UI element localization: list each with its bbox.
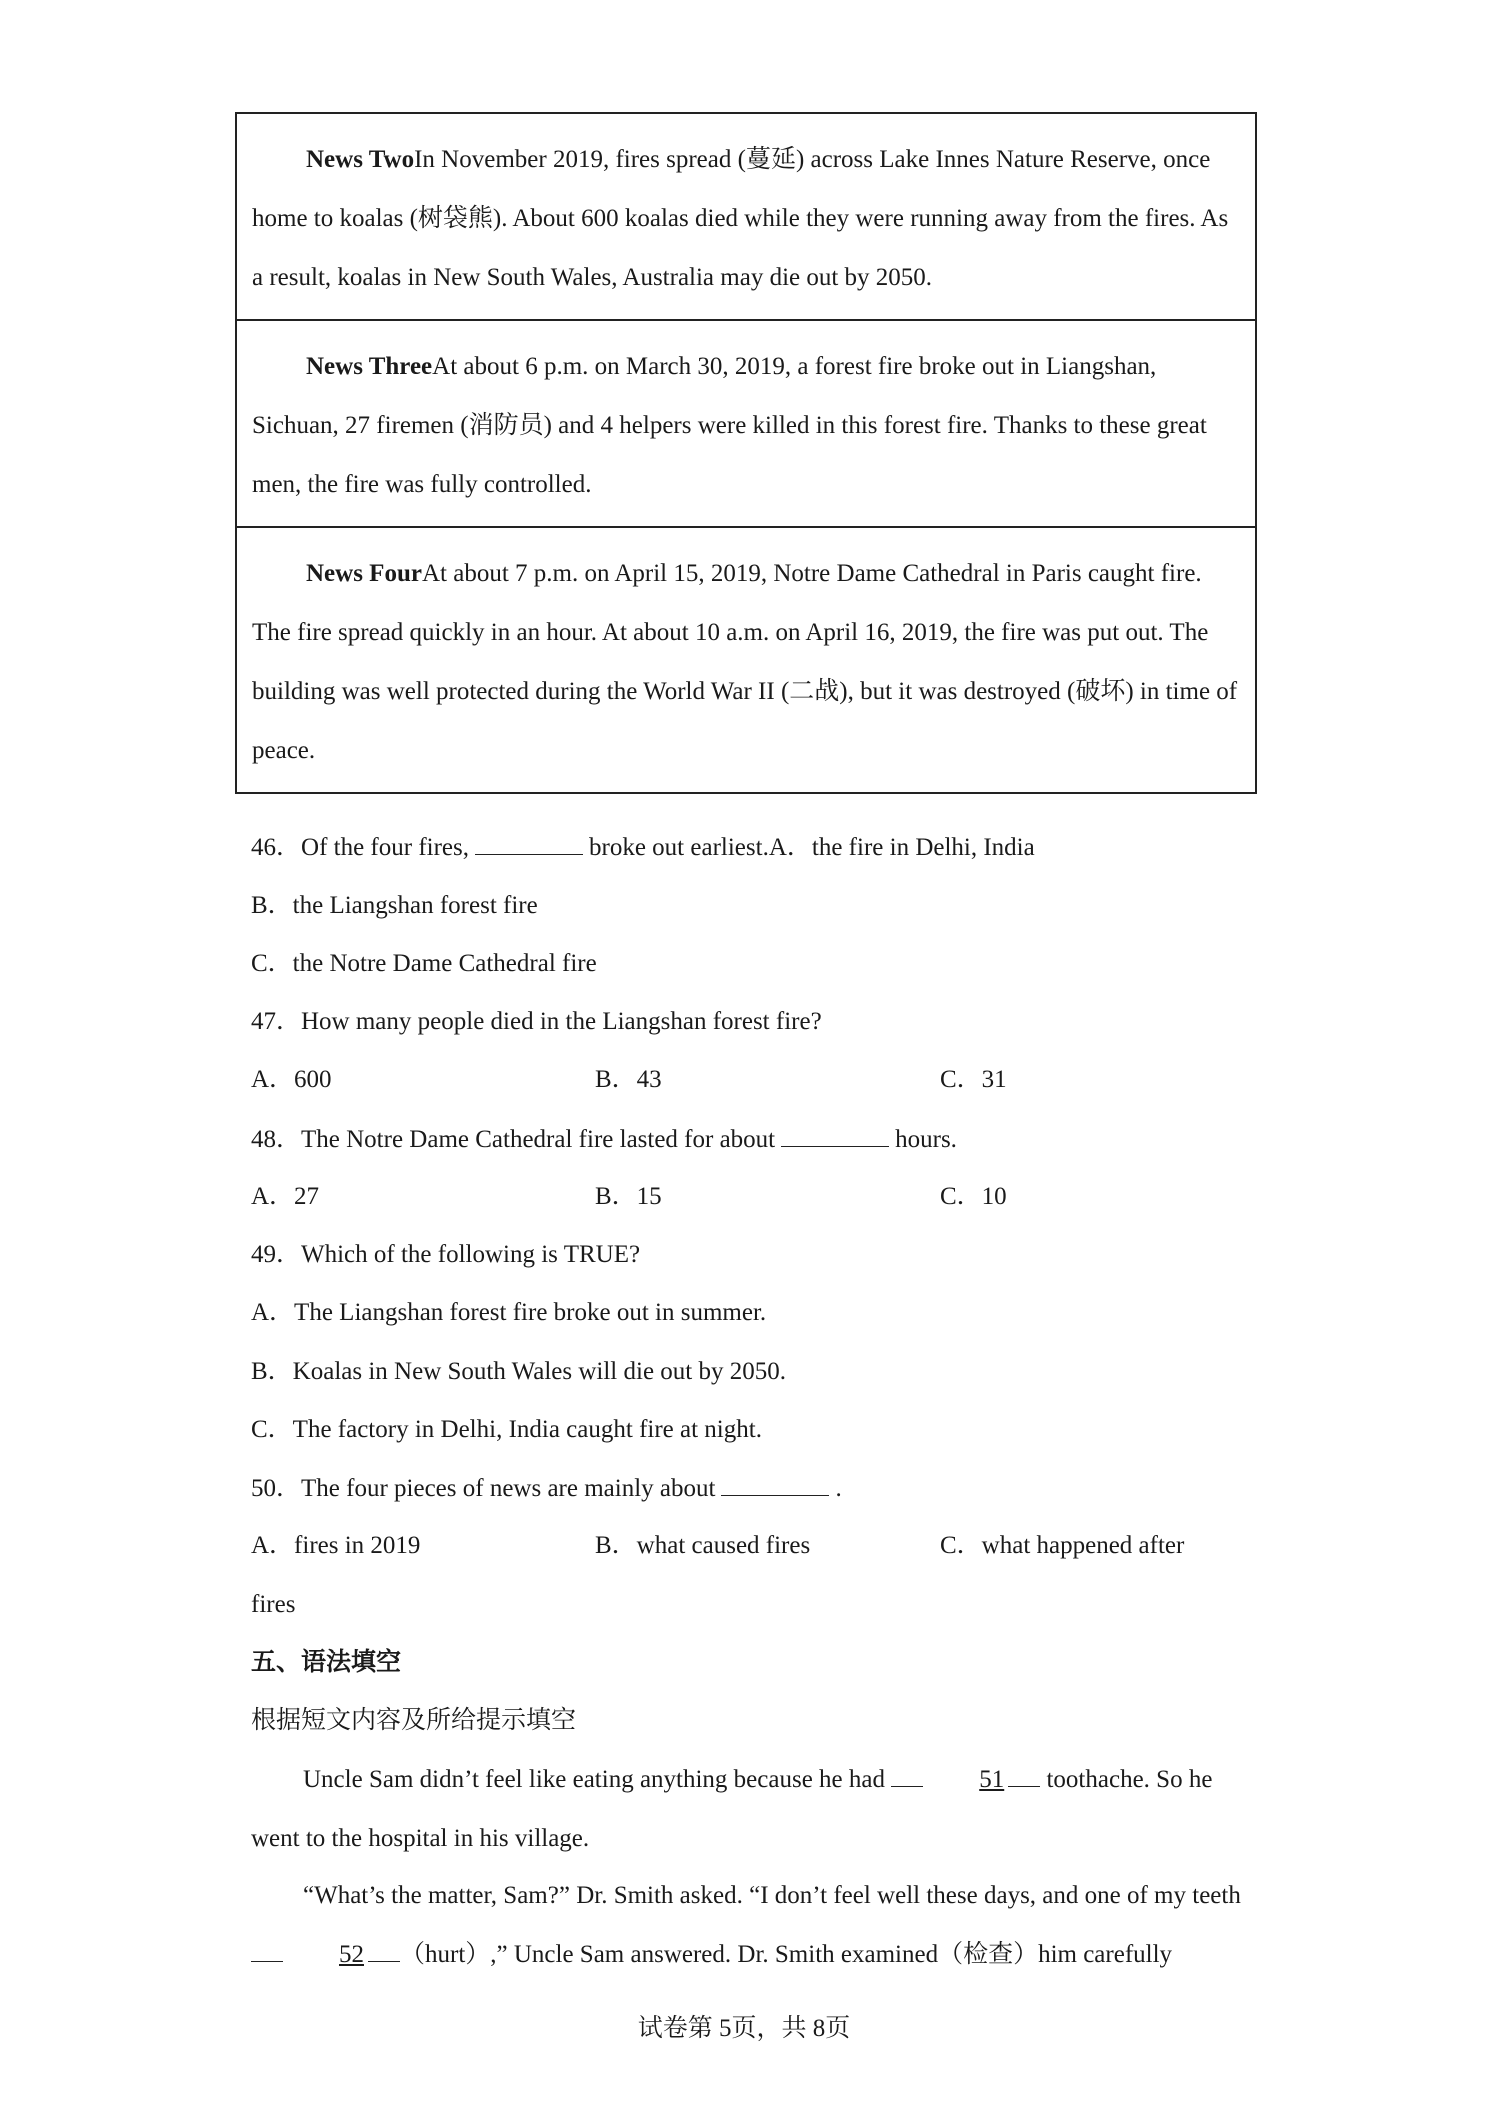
option-c: C．The factory in Delhi, India caught fire at night. xyxy=(251,1416,762,1443)
news-title: News Two xyxy=(306,146,415,173)
passage-paragraph-2 xyxy=(251,1866,1241,1984)
option-c: C．10 xyxy=(940,1183,1007,1210)
passage-text: Uncle Sam didn’t feel like eating anything because he had xyxy=(303,1766,885,1793)
news-body: At about 7 p.m. on April 15, 2019, Notre Dame Cathedral in Paris caught fire. The fire spread quickly in an hour. At about 10 a.m. on April 16, 2019, the fire was put out. The building was well protected during the World War II (二战), but it was destroyed (破坏) in time of peace. xyxy=(252,560,1238,764)
question-text: hours. xyxy=(895,1126,957,1153)
gap-51: 51 xyxy=(979,1766,1005,1793)
option-b: B．what caused fires xyxy=(595,1532,811,1559)
option-a: A．the fire in Delhi, India xyxy=(768,834,1035,861)
news-cell-four xyxy=(237,528,1255,792)
question-48 xyxy=(251,1124,957,1155)
question-text: broke out earliest. xyxy=(589,834,769,861)
question-49: 49．Which of the following is TRUE? xyxy=(251,1241,641,1268)
option-b: B．15 xyxy=(595,1183,662,1210)
news-cell-three xyxy=(237,321,1255,528)
news-title: News Three xyxy=(306,353,433,380)
section-title: 五、语法填空 xyxy=(251,1649,402,1676)
question-50 xyxy=(251,1473,842,1504)
news-body: At about 6 p.m. on March 30, 2019, a forest fire broke out in Liangshan, Sichuan, 27 firemen (消防员) and 4 helpers were killed in this forest fire. Thanks to these great men, the fire was fully controlled. xyxy=(252,353,1207,498)
news-cell-two xyxy=(237,114,1255,321)
question-number: 46． xyxy=(251,834,302,861)
passage-text: “What’s the matter, Sam?” Dr. Smith asked. “I don’t feel well these days, and one of my teeth xyxy=(303,1882,1241,1909)
passage-paragraph-1 xyxy=(251,1750,1241,1868)
option-b: B．43 xyxy=(595,1066,662,1093)
option-c: C．what happened after xyxy=(940,1532,1185,1559)
news-body: In November 2019, fires spread (蔓延) across Lake Innes Nature Reserve, once home to koalas (树袋熊). About 600 koalas died while they were running away from the fires. As a result, koalas in New South Wales, Australia may die out by 2050. xyxy=(252,146,1229,291)
answer-blank xyxy=(721,1473,829,1496)
answer-blank xyxy=(781,1124,889,1147)
passage-text: （hurt）,” Uncle Sam answered. Dr. Smith examined（检查）him carefully xyxy=(400,1941,1173,1968)
option-c: C．31 xyxy=(940,1066,1007,1093)
section-instruction: 根据短文内容及所给提示填空 xyxy=(251,1707,577,1734)
gap-underline xyxy=(891,1764,923,1787)
option-c: C．the Notre Dame Cathedral fire xyxy=(251,950,597,977)
question-text: The four pieces of news are mainly about xyxy=(301,1475,716,1502)
question-47: 47．How many people died in the Liangshan forest fire? xyxy=(251,1008,822,1035)
question-text: . xyxy=(835,1475,842,1502)
option-a: A．27 xyxy=(251,1183,320,1210)
gap-52: 52 xyxy=(339,1941,364,1968)
option-a: A．600 xyxy=(251,1066,332,1093)
gap-underline xyxy=(251,1939,283,1962)
passage-text: toothache. So he went to the hospital in his village. xyxy=(251,1766,1213,1852)
question-number: 50． xyxy=(251,1475,302,1502)
option-b: B．the Liangshan forest fire xyxy=(251,892,538,919)
page-footer: 试卷第 5页，共 8页 xyxy=(637,2015,851,2042)
option-a: A．The Liangshan forest fire broke out in summer. xyxy=(251,1299,767,1326)
option-b: B．Koalas in New South Wales will die out by 2050. xyxy=(251,1358,786,1385)
gap-underline xyxy=(368,1939,400,1962)
question-text: The Notre Dame Cathedral fire lasted for about xyxy=(301,1126,776,1153)
news-title: News Four xyxy=(306,560,422,587)
question-number: 48． xyxy=(251,1126,302,1153)
option-c-continued: fires xyxy=(251,1591,296,1618)
option-a: A．fires in 2019 xyxy=(251,1532,421,1559)
question-text: Of the four fires, xyxy=(301,834,470,861)
question-46 xyxy=(251,832,1035,863)
gap-underline xyxy=(1008,1764,1040,1787)
news-table xyxy=(235,112,1257,794)
answer-blank xyxy=(475,832,583,855)
